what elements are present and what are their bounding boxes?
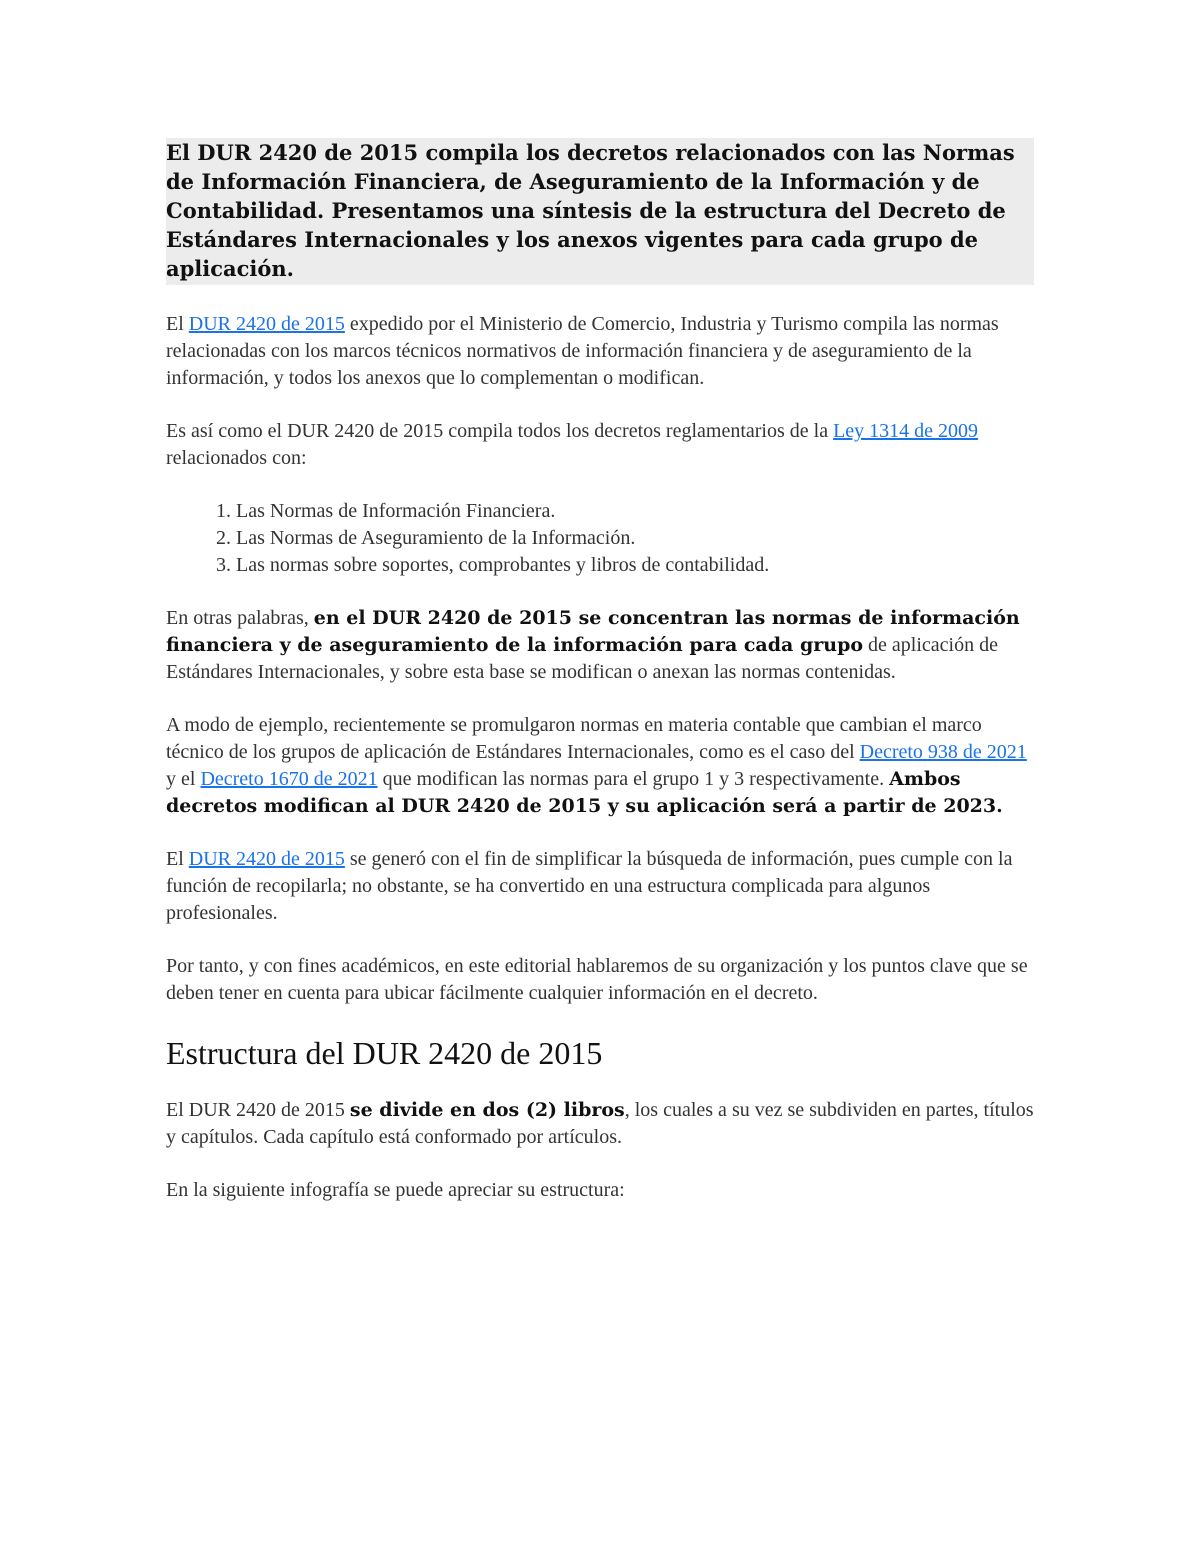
paragraph-intro: El DUR 2420 de 2015 expedido por el Ministerio de Comercio, Industria y Turismo compila las normas relacionadas con los marcos técnicos normativos de información financiera y de aseguramiento de la información, y todos los anexos que lo complementan o modifican. bbox=[166, 313, 999, 389]
list-item: 3. Las normas sobre soportes, comprobantes y libros de contabilidad. bbox=[236, 552, 1034, 579]
lead-summary: El DUR 2420 de 2015 compila los decretos relacionados con las Normas de Información Financiera, de Aseguramiento de la Información y de Contabilidad. Presentamos una síntesis de la estructura del Decreto de Estándares Internacionales y los anexos vigentes para cada grupo de aplicación. bbox=[166, 138, 1034, 285]
link-dur-2420[interactable]: DUR 2420 de 2015 bbox=[188, 313, 345, 335]
paragraph-libros: El DUR 2420 de 2015 se divide en dos (2) libros, los cuales a su vez se subdividen en partes, títulos y capítulos. Cada capítulo está conformado por artículos. bbox=[166, 1099, 1034, 1148]
paragraph-ejemplo: A modo de ejemplo, recientemente se promulgaron normas en materia contable que cambian el marco técnico de los grupos de aplicación de Estándares Internacionales, como es el caso del Decreto 938 de 2021 y el Decreto 1670 de 2021 que modifican las normas para el grupo 1 y 3 respectivamente. Ambos decretos modifican al DUR 2420 de 2015 y su aplicación será a partir de 2023. bbox=[166, 714, 1027, 817]
paragraph-simplificar: El DUR 2420 de 2015 se generó con el fin de simplificar la búsqueda de información, pues cumple con la función de recopilarla; no obstante, se ha convertido en una estructura complicada para algunos profesionales. bbox=[166, 848, 1013, 924]
document-page bbox=[166, 138, 1034, 1230]
link-ley-1314[interactable]: Ley 1314 de 2009 bbox=[833, 420, 979, 442]
link-dur-2420[interactable]: DUR 2420 de 2015 bbox=[188, 848, 345, 870]
list-item: 2. Las Normas de Aseguramiento de la Información. bbox=[236, 525, 1034, 552]
section-heading: Estructura del DUR 2420 de 2015 bbox=[166, 1035, 603, 1071]
paragraph-infografia: En la siguiente infografía se puede apreciar su estructura: bbox=[166, 1179, 625, 1201]
list-item: 1. Las Normas de Información Financiera. bbox=[236, 498, 1034, 525]
link-decreto-1670[interactable]: Decreto 1670 de 2021 bbox=[200, 768, 378, 790]
paragraph-ley: Es así como el DUR 2420 de 2015 compila todos los decretos reglamentarios de la Ley 1314 de 2009 relacionados con: bbox=[166, 420, 979, 469]
link-decreto-938[interactable]: Decreto 938 de 2021 bbox=[859, 741, 1027, 763]
paragraph-otras-palabras: En otras palabras, en el DUR 2420 de 2015 se concentran las normas de información financiera y de aseguramiento de la información para cada grupo de aplicación de Estándares Internacionales, y sobre esta base se modifican o anexan las normas contenidas. bbox=[166, 607, 1020, 683]
paragraph-fines-academicos: Por tanto, y con fines académicos, en este editorial hablaremos de su organización y los puntos clave que se deben tener en cuenta para ubicar fácilmente cualquier información en el decreto. bbox=[166, 955, 1028, 1004]
norms-list bbox=[166, 498, 1034, 579]
